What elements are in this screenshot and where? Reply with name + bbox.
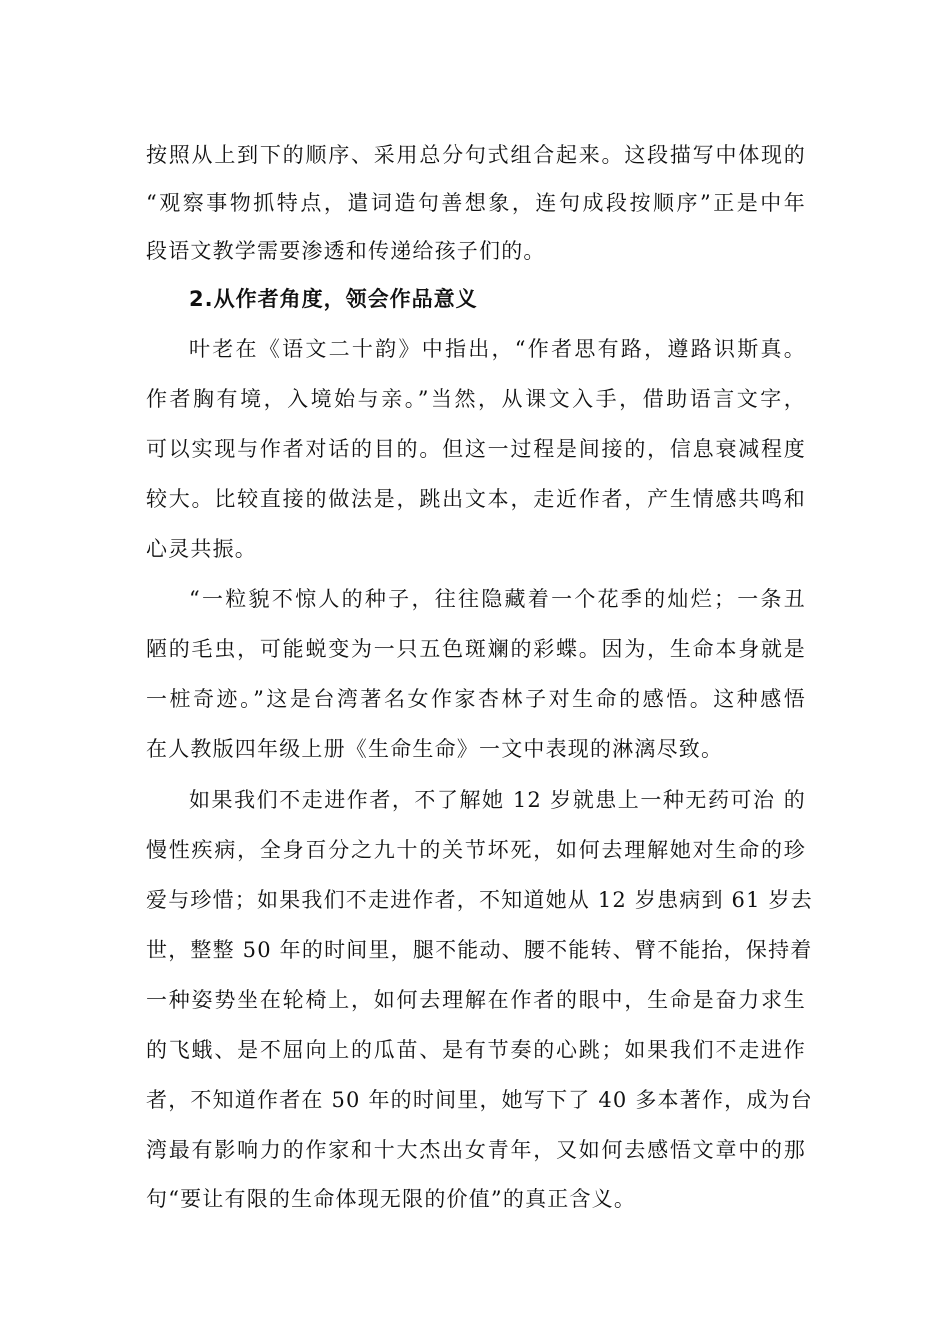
text-line: 者，不知道作者在 50 年的时间里，她写下了 40 多本著作，成为台 (146, 1088, 813, 1112)
text-line: “一粒貌不惊人的种子，往往隐藏着一个花季的灿烂；一条丑 (189, 587, 806, 611)
text-line: 段语文教学需要渗透和传递给孩子们的。 (146, 239, 546, 263)
text-line: 的飞蛾、是不屈向上的瓜苗、是有节奏的心跳；如果我们不走进作 (146, 1038, 806, 1062)
text-line: 如果我们不走进作者，不了解她 12 岁就患上一种无药可治 的 (189, 788, 806, 812)
text-line: 按照从上到下的顺序、采用总分句式组合起来。这段描写中体现的 (146, 143, 806, 167)
text-line: 陋的毛虫，可能蜕变为一只五色斑斓的彩蝶。因为，生命本身就是 (146, 637, 806, 661)
text-line: 较大。比较直接的做法是，跳出文本，走近作者，产生情感共鸣和 (146, 487, 806, 511)
text-line: 作者胸有境，入境始与亲。”当然，从课文入手，借助语言文字， (146, 387, 806, 411)
text-line: 慢性疾病，全身百分之九十的关节坏死，如何去理解她对生命的珍 (146, 838, 806, 862)
text-line: 句“要让有限的生命体现无限的价值”的真正含义。 (146, 1187, 637, 1211)
text-line: 心灵共振。 (146, 537, 257, 561)
text-line: 一种姿势坐在轮椅上，如何去理解在作者的眼中，生命是奋力求生 (146, 988, 806, 1012)
text-line: 湾最有影响力的作家和十大杰出女青年，又如何去感悟文章中的那 (146, 1138, 806, 1162)
text-line: 叶老在《语文二十韵》中指出，“作者思有路，遵路识斯真。 (189, 337, 806, 361)
text-line: 一桩奇迹。”这是台湾著名女作家杏林子对生命的感悟。这种感悟 (146, 687, 806, 711)
text-line: 世，整整 50 年的时间里，腿不能动、腰不能转、臂不能抬，保持着 (146, 938, 813, 962)
section-heading: 2.从作者角度，领会作品意义 (189, 287, 478, 311)
text-line: 在人教版四年级上册《生命生命》一文中表现的淋漓尽致。 (146, 737, 724, 761)
text-line: 爱与珍惜；如果我们不走进作者，不知道她从 12 岁患病到 61 岁去 (146, 888, 813, 912)
text-line: “观察事物抓特点，遣词造句善想象，连句成段按顺序”正是中年 (146, 191, 806, 215)
text-line: 可以实现与作者对话的目的。但这一过程是间接的，信息衰减程度 (146, 437, 806, 461)
